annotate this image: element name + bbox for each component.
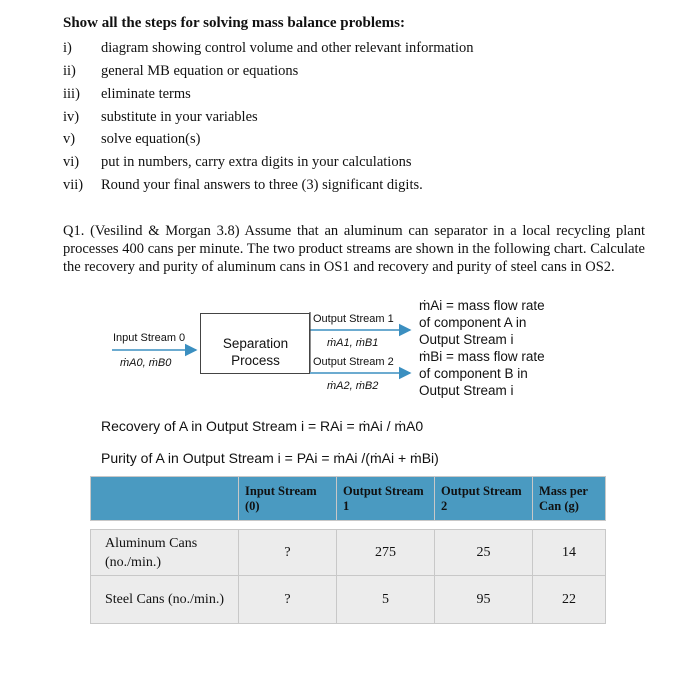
legend-line: of component A in (419, 315, 527, 330)
input-stream-label: Input Stream 0 (113, 332, 186, 344)
table-header-cell: Input Stream (0) (239, 477, 337, 521)
legend-line: Output Stream i (419, 383, 514, 398)
legend-line: Output Stream i (419, 332, 514, 347)
output-stream-2-label: Output Stream 2 (313, 356, 394, 368)
table-cell: 25 (435, 530, 533, 576)
step-text: solve equation(s) (101, 131, 201, 147)
row-label: Aluminum Cans (no./min.) (91, 530, 239, 576)
output-stream-1-label: Output Stream 1 (313, 313, 394, 325)
table-cell: 22 (533, 576, 606, 624)
table-cell: 275 (337, 530, 435, 576)
table-header-cell: Output Stream 2 (435, 477, 533, 521)
process-label-line2: Process (231, 353, 280, 368)
step-text: put in numbers, carry extra digits in your calculations (101, 154, 412, 170)
step-text: eliminate terms (101, 86, 191, 102)
table-cell: 95 (435, 576, 533, 624)
step-number: iv) (63, 109, 80, 125)
table-header-cell: Output Stream 1 (337, 477, 435, 521)
table-row (91, 576, 606, 624)
page-heading: Show all the steps for solving mass balance problems: (63, 15, 405, 31)
step-text: Round your final answers to three (3) significant digits. (101, 177, 423, 193)
step-text: general MB equation or equations (101, 63, 299, 79)
question-text: Q1. (Vesilind & Morgan 3.8) Assume that an aluminum can separator in a local recycling plant processes 400 cans per minute. The two product streams are shown in the following chart. Calculate the recovery and purity of aluminum cans in OS1 and recovery and purity of steel cans in OS2. (63, 223, 645, 275)
step-text: substitute in your variables (101, 109, 258, 125)
process-label-line1: Separation (222, 336, 289, 351)
data-table (90, 476, 606, 624)
table-cell: 14 (533, 530, 606, 576)
table-header-cell: Mass per Can (g) (533, 477, 606, 521)
table-cell: ? (239, 530, 337, 576)
input-stream-vars: ṁA0, ṁB0 (120, 357, 172, 369)
table-cell: 5 (337, 576, 435, 624)
row-label: Steel Cans (no./min.) (91, 576, 239, 624)
table-row (91, 530, 606, 576)
legend-line: ṁBi = mass flow rate (419, 349, 545, 364)
step-number: ii) (63, 63, 76, 79)
step-text: diagram showing control volume and other relevant information (101, 40, 474, 56)
step-number: i) (63, 40, 72, 56)
table-header-cell (91, 477, 239, 521)
table-header-row (91, 477, 606, 521)
step-number: v) (63, 131, 76, 147)
output-stream-2-vars: ṁA2, ṁB2 (327, 380, 379, 392)
purity-formula: Purity of A in Output Stream i = PAi = ṁAi /(ṁAi + ṁBi) (101, 450, 439, 466)
step-number: iii) (63, 86, 80, 102)
legend-line: of component B in (419, 366, 528, 381)
table-spacer (91, 521, 606, 530)
table-cell: ? (239, 576, 337, 624)
recovery-formula: Recovery of A in Output Stream i = RAi = ṁAi / ṁA0 (101, 418, 424, 434)
output-stream-1-vars: ṁA1, ṁB1 (327, 337, 379, 349)
legend-line: ṁAi = mass flow rate (419, 298, 545, 313)
step-number: vii) (63, 177, 84, 193)
step-number: vi) (63, 154, 80, 170)
